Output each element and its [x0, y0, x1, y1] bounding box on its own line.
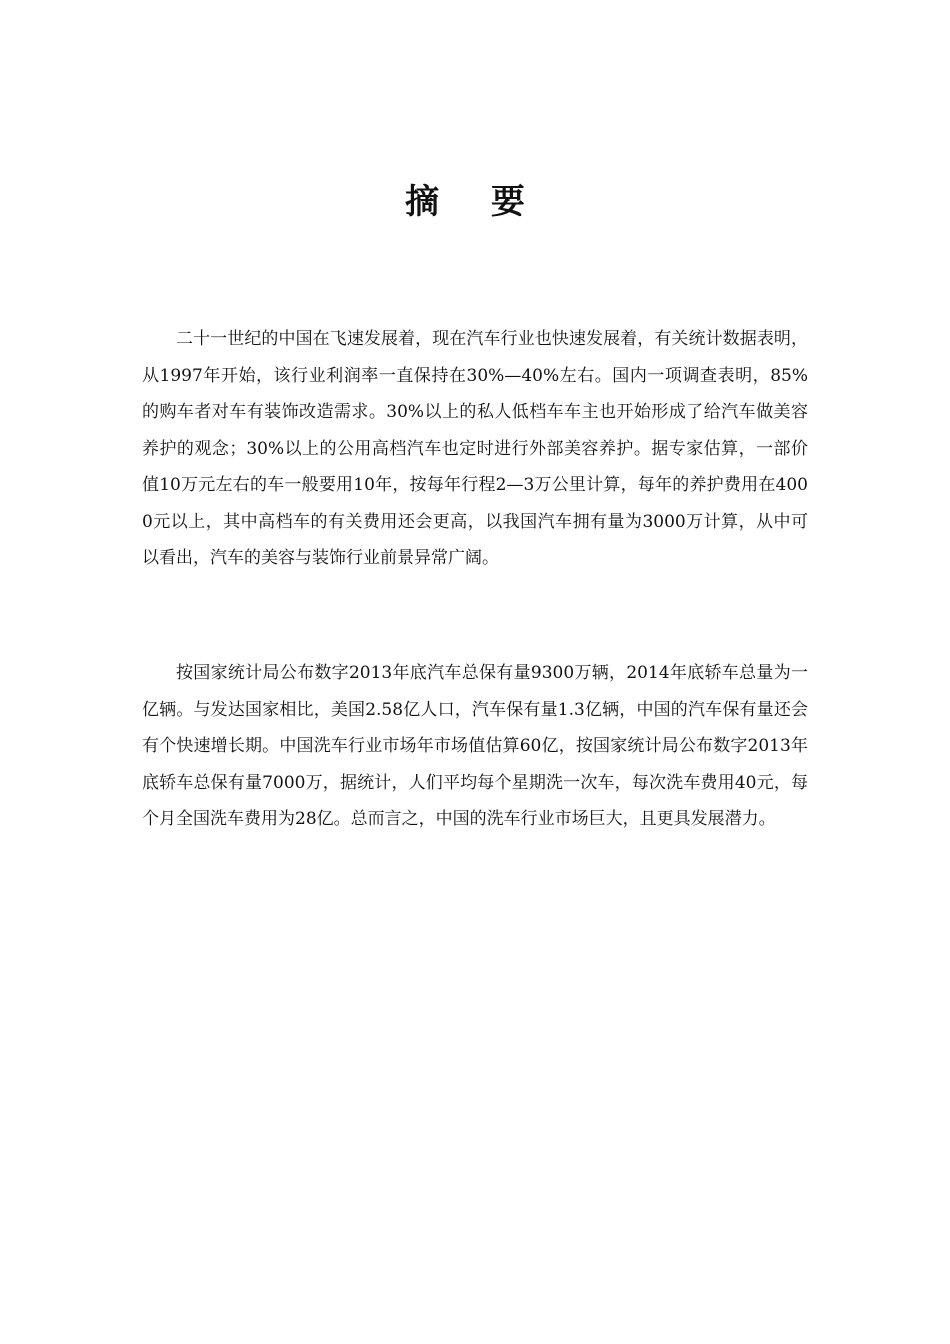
abstract-paragraph-2: 按国家统计局公布数字2013年底汽车总保有量9300万辆，2014年底轿车总量为一亿辆。与发达国家相比，美国2.58亿人口，汽车保有量1.3亿辆，中国的汽车保有量还会有个快速增长期。中国洗车行业市场年市场值估算60亿，按国家统计局公布数字2013年底轿车总保有量7000万，据统计，人们平均每个星期洗一次车，每次洗车费用40元，每个月全国洗车费用为28亿。总而言之，中国的洗车行业市场巨大，且更具发展潜力。	[142, 663, 808, 829]
abstract-paragraph-1: 二十一世纪的中国在飞速发展着，现在汽车行业也快速发展着，有关统计数据表明，从1997年开始，该行业利润率一直保持在30%—40%左右。国内一项调查表明，85%的购车者对车有装饰改造需求。30%以上的私人低档车车主也开始形成了给汽车做美容养护的观念；30%以上的公用高档汽车也定时进行外部美容养护。据专家估算，一部价值10万元左右的车一般要用10年，按每年行程2—3万公里计算，每年的养护费用在4000元以上，其中高档车的有关费用还会更高，以我国汽车拥有量为3000万计算，从中可以看出，汽车的美容与装饰行业前景异常广阔。	[142, 329, 808, 568]
page-title: 摘 要	[405, 182, 545, 222]
